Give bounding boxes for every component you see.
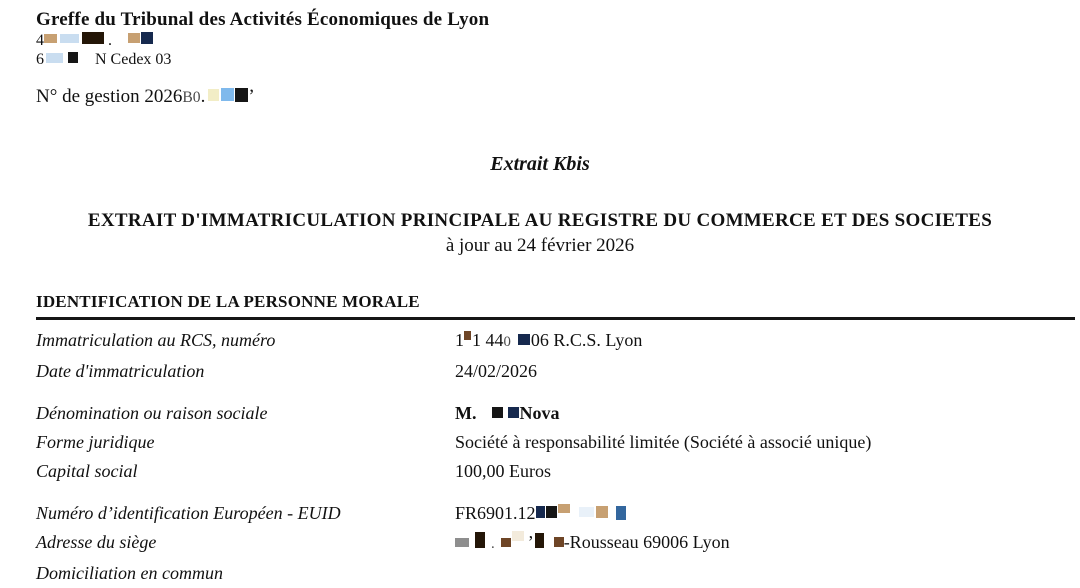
row-label: Dénomination ou raison sociale <box>36 403 268 423</box>
redaction-box <box>464 331 471 340</box>
text-segment: N° de gestion 2026 <box>36 86 183 107</box>
redaction-box <box>492 407 503 418</box>
redaction-box <box>68 52 78 63</box>
row-value <box>455 528 1044 559</box>
redaction-box <box>46 53 63 63</box>
document-subtitle: EXTRAIT D'IMMATRICULATION PRINCIPALE AU REGISTRE DU COMMERCE ET DES SOCIETES <box>87 210 993 231</box>
table-row <box>36 326 1044 357</box>
redaction-box <box>596 506 608 518</box>
row-label: Immatriculation au RCS, numéro <box>36 330 276 350</box>
section-heading-identification: IDENTIFICATION DE LA PERSONNE MORALE <box>36 292 1075 320</box>
row-label: Capital social <box>36 461 138 481</box>
row-value <box>455 457 1044 486</box>
row-group <box>36 499 1044 588</box>
text-segment: 100,00 Euros <box>455 461 551 481</box>
row-label: Date d'immatriculation <box>36 361 205 381</box>
row-value <box>455 357 1044 386</box>
row-label: Adresse du siège <box>36 532 157 552</box>
redaction-box <box>44 34 57 43</box>
court-name: Greffe du Tribunal des Activités Économiques de Lyon <box>36 9 490 30</box>
redaction-box <box>501 538 511 547</box>
redaction-box <box>475 532 485 548</box>
document-title: Extrait Kbis <box>490 153 590 175</box>
redaction-box <box>616 506 626 520</box>
text-segment: 4 <box>36 32 44 49</box>
redaction-box <box>60 34 79 43</box>
text-segment: 6 <box>36 51 44 68</box>
text-segment: N Cedex 03 <box>95 51 172 68</box>
text-segment: M. <box>455 403 477 423</box>
text-segment: Société à responsabilité limitée (Société à associé unique) <box>455 432 872 452</box>
row-value <box>455 428 1044 457</box>
redaction-box <box>455 538 469 547</box>
table-row <box>36 499 1044 528</box>
as-of-date: à jour au 24 février 2026 <box>445 235 635 256</box>
text-segment: ’ <box>527 532 534 552</box>
redaction-box <box>518 334 530 345</box>
management-number <box>36 85 1044 110</box>
table-row <box>36 457 1044 486</box>
text-segment: ’ <box>248 86 255 107</box>
text-segment: . <box>200 86 206 107</box>
court-address-line-1 <box>36 31 1044 50</box>
table-row <box>36 559 1044 588</box>
row-value <box>455 499 1044 528</box>
redaction-box <box>535 533 544 548</box>
row-label: Domiciliation en commun <box>36 563 223 583</box>
identification-rows <box>36 326 1044 588</box>
text-segment: Nova <box>519 403 560 423</box>
court-address-line-2 <box>36 50 1044 69</box>
redaction-box <box>554 537 564 547</box>
text-segment: FR6901.12 <box>455 503 536 523</box>
redaction-box <box>558 504 570 513</box>
row-group <box>36 399 1044 486</box>
redaction-box <box>82 32 104 44</box>
text-segment: 1 <box>455 330 464 350</box>
row-value <box>455 399 1044 428</box>
row-label: Forme juridique <box>36 432 155 452</box>
redaction-box <box>128 33 140 43</box>
table-row <box>36 357 1044 386</box>
table-row <box>36 428 1044 457</box>
redaction-box <box>536 506 545 518</box>
text-segment: 24/02/2026 <box>455 361 538 381</box>
redaction-box <box>235 88 248 102</box>
text-segment: 1 44 <box>472 330 504 350</box>
row-value <box>455 326 1044 357</box>
redaction-box <box>141 32 153 44</box>
text-segment: . <box>104 32 112 49</box>
text-segment: B0 <box>182 89 201 106</box>
redaction-box <box>208 89 219 101</box>
text-segment: 0 <box>503 334 511 350</box>
text-segment: -Rousseau 69006 Lyon <box>563 532 730 552</box>
redaction-box <box>512 531 524 541</box>
text-segment: . <box>491 536 495 552</box>
row-label: Numéro d’identification Européen - EUID <box>36 503 341 523</box>
row-value <box>455 559 1044 588</box>
redaction-box <box>508 407 519 418</box>
table-row <box>36 399 1044 428</box>
redaction-box <box>579 507 594 517</box>
row-group <box>36 326 1044 386</box>
text-segment: 06 R.C.S. Lyon <box>530 330 643 350</box>
redaction-box <box>546 506 557 518</box>
table-row <box>36 528 1044 559</box>
redaction-box <box>221 88 234 101</box>
